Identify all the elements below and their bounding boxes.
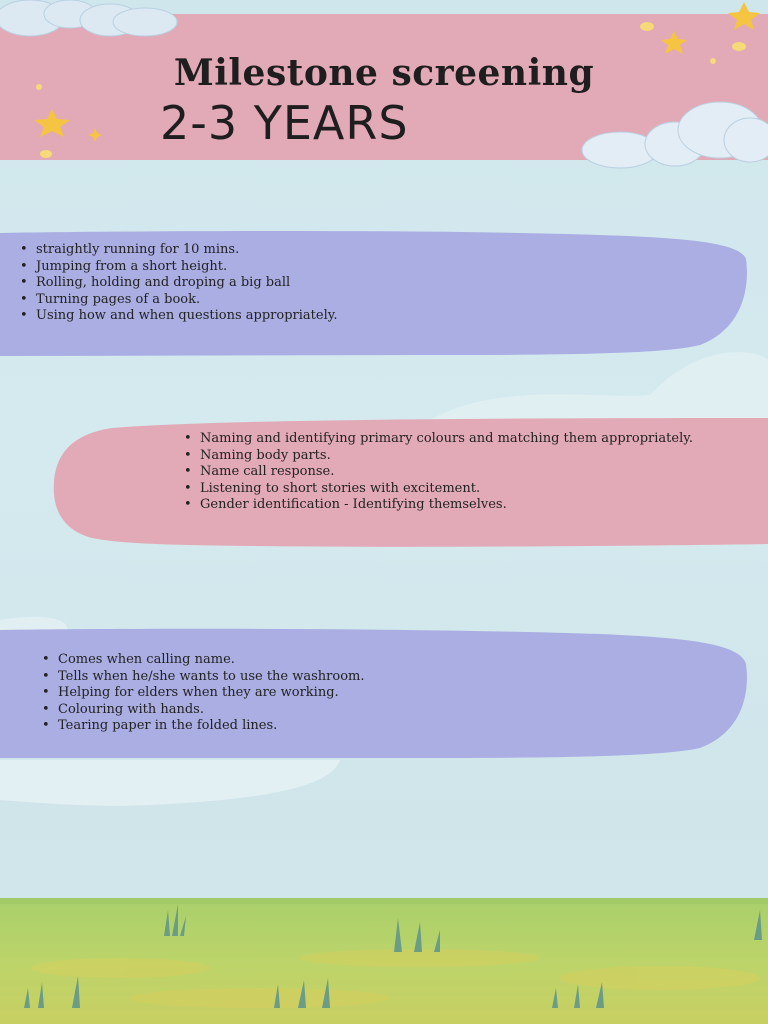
list-item: • straightly running for 10 mins. <box>16 242 716 259</box>
list-item: • Name call response. <box>180 464 746 481</box>
list-item: • Naming body parts. <box>180 448 746 465</box>
star-icon <box>720 0 768 30</box>
star-dot <box>732 42 746 51</box>
list-item: • Comes when calling name. <box>38 652 718 669</box>
list-item: • Tearing paper in the folded lines. <box>38 718 718 735</box>
star-dot <box>640 22 654 31</box>
cloud-icon <box>580 100 768 172</box>
cloud-icon <box>0 0 180 44</box>
star-icon <box>88 128 102 142</box>
page-subtitle: 2-3 YEARS <box>160 96 409 150</box>
star-icon <box>26 108 78 138</box>
grass-icon <box>750 906 768 940</box>
list-item: • Tells when he/she wants to use the washroom. <box>38 669 718 686</box>
list-item: • Helping for elders when they are working. <box>38 685 718 702</box>
list-item: • Colouring with hands. <box>38 702 718 719</box>
grass-icon <box>160 902 190 936</box>
grass-icon <box>390 912 450 952</box>
grass-icon <box>548 976 612 1008</box>
star-dot <box>40 150 52 158</box>
milestone-list-1 <box>16 242 716 325</box>
list-item: • Rolling, holding and droping a big ball <box>16 275 716 292</box>
grass-icon <box>270 972 340 1008</box>
list-item: • Listening to short stories with excitement. <box>180 481 746 498</box>
grass-icon <box>20 972 90 1008</box>
list-item: • Jumping from a short height. <box>16 259 716 276</box>
milestone-list-3 <box>38 652 718 735</box>
list-item: • Naming and identifying primary colours and matching them appropriately. <box>180 431 746 448</box>
list-item: • Using how and when questions appropriately. <box>16 308 716 325</box>
milestone-list-2 <box>180 431 746 514</box>
list-item: • Turning pages of a book. <box>16 292 716 309</box>
meadow-ground <box>0 898 768 1024</box>
list-item: • Gender identification - Identifying themselves. <box>180 497 746 514</box>
page-title: Milestone screening <box>173 52 595 94</box>
